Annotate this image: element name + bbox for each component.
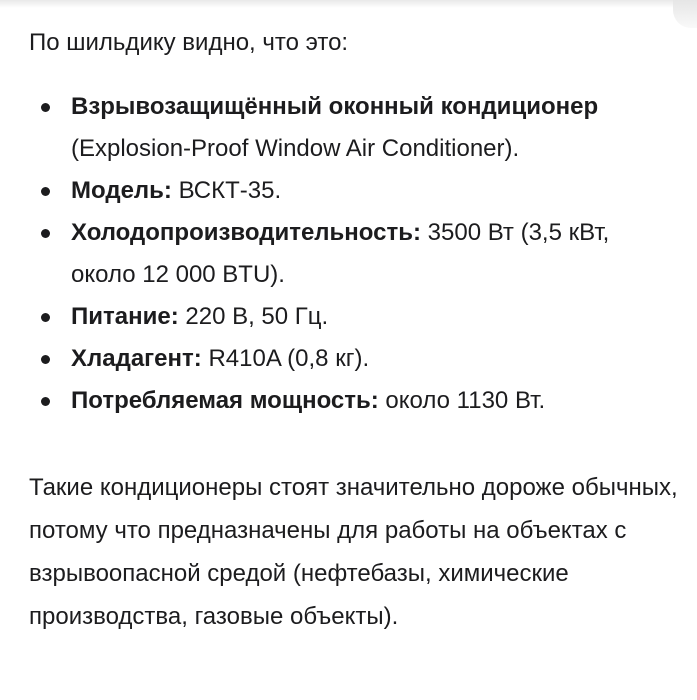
bullet-icon: [41, 187, 50, 196]
bullet-icon: [41, 397, 50, 406]
spec-key: Потребляемая мощность:: [71, 387, 379, 414]
bullet-icon: [41, 313, 50, 322]
spec-item-cooling-capacity: [29, 212, 679, 296]
spec-value: R410A (0,8 кг).: [201, 345, 370, 372]
spec-value: 3500 Вт (3,5 кВт, около 12 000 BTU).: [71, 219, 610, 288]
spec-key: Холодопроизводительность:: [71, 219, 421, 246]
bullet-icon: [41, 355, 50, 364]
spec-item-power-supply: [29, 296, 679, 338]
spec-list: [29, 86, 679, 422]
spec-key: Хладагент:: [71, 345, 202, 372]
closing-paragraph: Такие кондиционеры стоят значительно дороже обычных, потому что предназначены для работы на объектах с взрывоопасной средой (нефтебазы, химические производства, газовые объекты).: [29, 474, 678, 630]
spec-key: Питание:: [71, 303, 179, 330]
spec-item-type: [29, 86, 679, 170]
bullet-icon: [41, 103, 50, 112]
spec-value: (Explosion-Proof Window Air Conditioner).: [71, 135, 520, 162]
spec-value: 220 В, 50 Гц.: [178, 303, 329, 330]
spec-value: ВСКТ-35.: [171, 177, 282, 204]
bullet-icon: [41, 229, 50, 238]
spec-key: Модель:: [71, 177, 172, 204]
intro-text: По шильдику видно, что это:: [29, 29, 349, 56]
spec-item-refrigerant: [29, 338, 679, 380]
spec-item-power-consumption: [29, 380, 679, 422]
spec-key: Взрывозащищённый оконный кондиционер: [71, 93, 599, 120]
spec-value: около 1130 Вт.: [378, 387, 546, 414]
top-edge-shadow: [0, 0, 697, 8]
message-body: [29, 22, 679, 638]
spec-item-model: [29, 170, 679, 212]
